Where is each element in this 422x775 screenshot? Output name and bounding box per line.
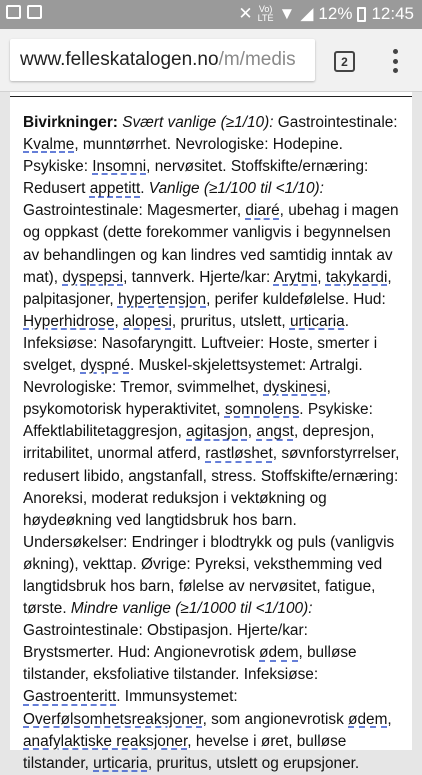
- mute-icon: ✕: [238, 4, 253, 23]
- glossary-term-link[interactable]: diaré: [245, 202, 280, 220]
- glossary-term-link[interactable]: ødem: [259, 644, 299, 662]
- battery-percent: 12%: [318, 4, 353, 23]
- glossary-term-link[interactable]: angst: [256, 423, 294, 441]
- glossary-term-link[interactable]: alopesi: [123, 312, 172, 330]
- frequency-heading: Svært vanlige (≥1/10):: [122, 114, 274, 131]
- signal-icon: ◢: [300, 4, 314, 23]
- text-segment: . Immunsystemet:: [116, 688, 238, 706]
- text-segment: . Infeksiøse: Nasofaryngitt. Luftveier: Hoste, smerter i svelget,: [23, 312, 378, 375]
- text-segment: , nervøsitet. Stoffskifte/ernæring: Redusert: [23, 158, 369, 198]
- text-segment: , pruritus, utslett,: [171, 312, 290, 330]
- status-bar: [0, 0, 422, 29]
- glossary-term-link[interactable]: Kvalme: [23, 136, 75, 154]
- browser-toolbar: [0, 29, 422, 92]
- glossary-term-link[interactable]: dyskinesi: [263, 379, 327, 397]
- text-segment: . Muskel-skjelettsystemet: Artralgi. Nevrologiske: Tremor, svimmelhet,: [23, 357, 363, 397]
- glossary-term-link[interactable]: Hyperhidrose: [23, 312, 115, 330]
- wifi-icon: ▼: [278, 4, 296, 23]
- glossary-term-link[interactable]: somnolens: [224, 401, 300, 419]
- glossary-term-link[interactable]: rastløshet: [205, 445, 273, 463]
- text-segment: , bulløse tilstander, eksfoliative tilstander. Infeksiøse:: [23, 644, 357, 684]
- text-segment: , som angionevrotisk: [202, 710, 349, 728]
- clipboard-notification-icon: [27, 5, 42, 19]
- battery-icon: [357, 7, 366, 22]
- text-segment: , pruritus, utslett og erupsjoner.: [147, 754, 360, 772]
- image-notification-icon: [6, 5, 21, 19]
- overflow-menu-icon[interactable]: [390, 49, 400, 73]
- text-segment: , psykomotorisk hyperaktivitet,: [23, 379, 331, 419]
- text-segment: , søvnforstyrrelser, redusert libido, angstanfall, stress. Stoffskifte/ernæring: Anoreksi, moderat reduksjon i vektøkning og høydeøkning ved langtidsbruk hos barn. Undersøkelser: Endringer i blodtrykk og puls (vanligvis økning), vekttap. Øvrige: Pyreksi, veksthemming ved langtidsbruk hos barn, følelse av nervøsitet, fatigue, tørste.: [23, 445, 400, 618]
- page-content: [10, 92, 412, 772]
- glossary-term-link[interactable]: Gastroenteritt: [23, 688, 117, 706]
- text-segment: . Psykiske: Affektlabilitetaggresjon,: [23, 401, 373, 441]
- glossary-term-link[interactable]: hypertensjon: [117, 290, 207, 308]
- network-indicator: [258, 5, 274, 23]
- glossary-term-link[interactable]: anafylaktiske reaksjoner: [23, 732, 188, 750]
- lte-label: LTE: [257, 13, 274, 23]
- glossary-term-link[interactable]: Insomni: [92, 158, 147, 176]
- text-segment: , tannverk. Hjerte/kar:: [123, 268, 274, 286]
- section-divider: [10, 96, 412, 97]
- text-segment: Gastrointestinale:: [273, 114, 398, 131]
- frequency-heading: Vanlige (≥1/100 til <1/10):: [148, 180, 324, 198]
- url-host: www.felleskatalogen.no: [20, 49, 219, 70]
- text-segment: , ubehag i magen og oppkast (dette forekommer vanligvis i begynnelsen av behandlingen og kan lindres ved samtidig inntak av mat),: [23, 202, 399, 286]
- text-segment: ,: [317, 268, 326, 286]
- frequency-heading: Mindre vanlige (≥1/1000 til <1/100):: [70, 600, 313, 618]
- url-field[interactable]: [10, 39, 315, 81]
- text-segment: , depresjon, irritabilitet, unormal atferd,: [23, 423, 375, 463]
- section-label: Bivirkninger:: [23, 114, 118, 131]
- glossary-term-link[interactable]: appetitt: [89, 180, 141, 198]
- url-path: /m/medis: [218, 49, 296, 70]
- side-effects-paragraph: [23, 112, 401, 775]
- glossary-term-link[interactable]: Arytmi: [273, 268, 318, 286]
- text-segment: , munntørrhet. Nevrologiske: Hodepine. Psykiske:: [23, 136, 343, 176]
- text-segment: ,: [247, 423, 257, 441]
- text-segment: , palpitasjoner,: [23, 268, 392, 308]
- glossary-term-link[interactable]: urticaria: [289, 312, 345, 330]
- text-segment: ,: [114, 312, 124, 330]
- glossary-term-link[interactable]: dyspepsi: [62, 268, 124, 286]
- glossary-term-link[interactable]: dyspné: [80, 357, 130, 375]
- glossary-term-link[interactable]: urticaria: [93, 754, 148, 772]
- volte-label: Vo): [258, 4, 273, 14]
- clock: 12:45: [371, 4, 414, 23]
- tab-switcher-button[interactable]: 2: [334, 51, 355, 72]
- text-segment: , hevelse i øret, bulløse tilstander,: [23, 732, 347, 772]
- text-segment: .: [140, 180, 149, 198]
- text-segment: Gastrointestinale: Magesmerter,: [23, 202, 246, 220]
- text-segment: Gastrointestinale: Obstipasjon. Hjerte/kar: Brystsmerter. Hud: Angionevrotisk: [23, 622, 308, 662]
- text-segment: , perifer kuldefølelse. Hud:: [206, 290, 386, 308]
- text-segment: ,: [387, 710, 392, 728]
- glossary-term-link[interactable]: ødem: [348, 710, 388, 728]
- glossary-term-link[interactable]: takykardi: [325, 268, 388, 286]
- glossary-term-link[interactable]: agitasjon: [186, 423, 248, 441]
- glossary-term-link[interactable]: Overfølsomhetsreaksjoner: [23, 710, 203, 728]
